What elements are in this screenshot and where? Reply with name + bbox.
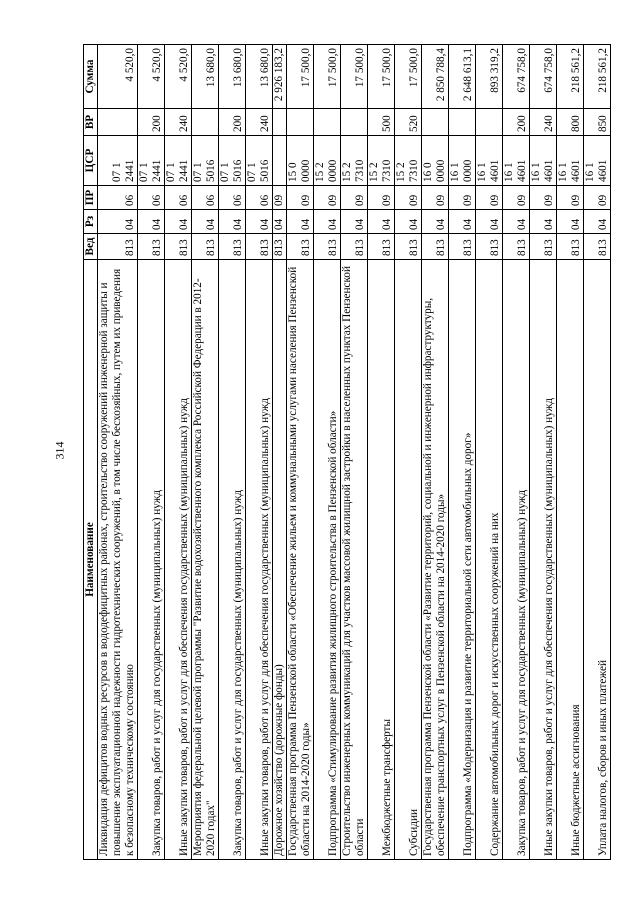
row-sum: 2 850 788,4 <box>422 45 449 109</box>
table-row <box>165 45 192 860</box>
row-csr: 16 1 4601 <box>584 136 611 186</box>
row-name: Иные бюджетные ассигнования <box>557 260 584 860</box>
row-vr <box>287 109 314 136</box>
table-row <box>584 45 611 860</box>
row-vr: 240 <box>165 109 192 136</box>
row-pr: 06 <box>165 186 192 210</box>
row-rz: 04 <box>287 210 314 234</box>
row-sum: 2 648 613,1 <box>449 45 476 109</box>
row-pr: 06 <box>192 186 219 210</box>
row-csr <box>273 136 287 186</box>
row-vr <box>192 109 219 136</box>
row-sum: 2 926 183,2 <box>273 45 287 109</box>
table-row <box>98 45 138 860</box>
row-name: Уплата налогов, сборов и иных платежей <box>584 260 611 860</box>
row-csr: 16 1 4601 <box>530 136 557 186</box>
row-pr: 09 <box>287 186 314 210</box>
row-ved: 813 <box>192 234 219 260</box>
row-pr: 09 <box>476 186 503 210</box>
row-ved: 813 <box>219 234 246 260</box>
table-row <box>273 45 287 860</box>
table-row <box>422 45 449 860</box>
row-vr: 240 <box>530 109 557 136</box>
row-ved: 813 <box>503 234 530 260</box>
row-ved: 813 <box>449 234 476 260</box>
row-vr: 200 <box>219 109 246 136</box>
header-rz: Рз <box>84 210 98 234</box>
rotated-table-container <box>83 45 628 860</box>
row-ved: 813 <box>395 234 422 260</box>
row-ved: 813 <box>530 234 557 260</box>
row-name: Закупка товаров, работ и услуг для государственных (муниципальных) нужд <box>503 260 530 860</box>
row-name: Дорожное хозяйство (дорожные фонды) <box>273 260 287 860</box>
row-csr: 07 1 5016 <box>192 136 219 186</box>
row-rz: 04 <box>557 210 584 234</box>
row-vr: 850 <box>584 109 611 136</box>
row-name: Межбюджетные трансферты <box>368 260 395 860</box>
row-sum: 17 500,0 <box>314 45 341 109</box>
table-row <box>395 45 422 860</box>
row-pr: 09 <box>422 186 449 210</box>
row-csr: 15 2 7310 <box>368 136 395 186</box>
row-pr: 09 <box>341 186 368 210</box>
row-csr: 15 0 0000 <box>287 136 314 186</box>
row-rz: 04 <box>138 210 165 234</box>
row-sum: 17 500,0 <box>368 45 395 109</box>
row-csr: 07 1 5016 <box>246 136 273 186</box>
row-csr: 15 2 7310 <box>395 136 422 186</box>
row-vr <box>273 109 287 136</box>
row-csr: 16 0 0000 <box>422 136 449 186</box>
table-row <box>219 45 246 860</box>
row-rz: 04 <box>219 210 246 234</box>
row-rz: 04 <box>584 210 611 234</box>
row-sum: 13 680,0 <box>192 45 219 109</box>
row-rz: 04 <box>449 210 476 234</box>
table-header-row <box>84 45 98 860</box>
row-pr: 06 <box>98 186 138 210</box>
row-sum: 4 520,0 <box>98 45 138 109</box>
row-sum: 674 758,0 <box>503 45 530 109</box>
row-rz: 04 <box>246 210 273 234</box>
row-name: Иные закупки товаров, работ и услуг для обеспечения государственных (муниципальных) нужд <box>530 260 557 860</box>
row-name: Подпрограмма «Модернизация и развитие территориальной сети автомобильных дорог» <box>449 260 476 860</box>
row-ved: 813 <box>246 234 273 260</box>
row-csr: 16 1 4601 <box>476 136 503 186</box>
row-sum: 13 680,0 <box>246 45 273 109</box>
row-ved: 813 <box>138 234 165 260</box>
row-pr: 09 <box>557 186 584 210</box>
table-row <box>368 45 395 860</box>
row-name: Подпрограмма «Стимулирование развития жилищного строительства в Пензенской области» <box>314 260 341 860</box>
row-rz: 04 <box>165 210 192 234</box>
row-sum: 218 561,2 <box>584 45 611 109</box>
header-csr: ЦСР <box>84 136 98 186</box>
row-ved: 813 <box>368 234 395 260</box>
row-sum: 13 680,0 <box>219 45 246 109</box>
row-name: Содержание автомобильных дорог и искусственных сооружений на них <box>476 260 503 860</box>
row-csr: 16 1 4601 <box>557 136 584 186</box>
row-csr: 16 1 0000 <box>449 136 476 186</box>
row-rz: 04 <box>422 210 449 234</box>
header-sum: Сумма <box>84 45 98 109</box>
row-pr: 09 <box>530 186 557 210</box>
row-pr: 09 <box>584 186 611 210</box>
table-row <box>138 45 165 860</box>
table-row <box>314 45 341 860</box>
row-name: Государственная программа Пензенской области «Развитие территорий, социальной и инженерной инфраструктуры, обеспечение транспортных услуг в Пензенской области на 2014-2020 годы» <box>422 260 449 860</box>
row-rz: 04 <box>476 210 503 234</box>
row-ved: 813 <box>287 234 314 260</box>
row-sum: 674 758,0 <box>530 45 557 109</box>
row-sum: 4 520,0 <box>165 45 192 109</box>
row-csr: 07 1 2441 <box>165 136 192 186</box>
row-vr <box>476 109 503 136</box>
row-ved: 813 <box>341 234 368 260</box>
row-name: Строительство инженерных коммуникаций для участков массовой жилищной застройки в населенных пунктах Пензенской области <box>341 260 368 860</box>
row-pr: 06 <box>138 186 165 210</box>
table-row <box>341 45 368 860</box>
row-name: Закупка товаров, работ и услуг для государственных (муниципальных) нужд <box>219 260 246 860</box>
row-csr: 15 2 7310 <box>341 136 368 186</box>
row-name: Ликвидация дефицитов водных ресурсов в вододефицитных районах, строительство сооружений инженерной защиты и повышение эксплуатационной надежности гидротехнических сооружений, в том числе бесхозяйных, путем их приведения к безопасному техническому состоянию <box>98 260 138 860</box>
row-sum: 17 500,0 <box>395 45 422 109</box>
row-csr: 07 1 2441 <box>138 136 165 186</box>
table-row <box>192 45 219 860</box>
row-ved: 813 <box>98 234 138 260</box>
row-csr: 16 1 4601 <box>503 136 530 186</box>
row-rz: 04 <box>314 210 341 234</box>
row-rz: 04 <box>503 210 530 234</box>
row-csr: 07 1 5016 <box>219 136 246 186</box>
row-pr: 09 <box>314 186 341 210</box>
row-rz: 04 <box>273 210 287 234</box>
row-pr: 09 <box>368 186 395 210</box>
row-rz: 04 <box>395 210 422 234</box>
row-ved: 813 <box>314 234 341 260</box>
row-vr <box>314 109 341 136</box>
row-ved: 813 <box>165 234 192 260</box>
table-row <box>287 45 314 860</box>
row-rz: 04 <box>530 210 557 234</box>
row-vr: 500 <box>368 109 395 136</box>
row-name: Государственная программа Пензенской области «Обеспечение жильем и коммунальными услугами населения Пензенской области на 2014-2020 годы» <box>287 260 314 860</box>
header-vr: ВР <box>84 109 98 136</box>
row-ved: 813 <box>476 234 503 260</box>
header-pr: ПР <box>84 186 98 210</box>
row-pr: 09 <box>503 186 530 210</box>
table-row <box>503 45 530 860</box>
row-rz: 04 <box>192 210 219 234</box>
row-vr: 200 <box>503 109 530 136</box>
table-row <box>246 45 273 860</box>
row-ved: 813 <box>273 234 287 260</box>
row-name: Субсидии <box>395 260 422 860</box>
row-vr: 240 <box>246 109 273 136</box>
row-name: Иные закупки товаров, работ и услуг для обеспечения государственных (муниципальных) нужд <box>165 260 192 860</box>
table-row <box>530 45 557 860</box>
row-vr <box>98 109 138 136</box>
row-ved: 813 <box>422 234 449 260</box>
row-csr: 15 2 0000 <box>314 136 341 186</box>
row-pr: 06 <box>219 186 246 210</box>
row-sum: 17 500,0 <box>341 45 368 109</box>
row-sum: 893 319,2 <box>476 45 503 109</box>
row-vr <box>449 109 476 136</box>
row-sum: 218 561,2 <box>557 45 584 109</box>
row-name: Иные закупки товаров, работ и услуг для обеспечения государственных (муниципальных) нужд <box>246 260 273 860</box>
row-vr <box>341 109 368 136</box>
row-ved: 813 <box>557 234 584 260</box>
row-vr: 800 <box>557 109 584 136</box>
row-pr: 06 <box>246 186 273 210</box>
row-pr: 09 <box>273 186 287 210</box>
row-ved: 813 <box>584 234 611 260</box>
header-ved: Вед <box>84 234 98 260</box>
row-vr: 520 <box>395 109 422 136</box>
row-name: Мероприятия федеральной целевой программы "Развитие водохозяйственного комплекса Российской Федерации в 2012-2020 годах" <box>192 260 219 860</box>
row-csr: 07 1 2441 <box>98 136 138 186</box>
page-number: 314 <box>52 441 67 460</box>
row-vr: 200 <box>138 109 165 136</box>
row-vr <box>422 109 449 136</box>
row-pr: 09 <box>395 186 422 210</box>
row-sum: 4 520,0 <box>138 45 165 109</box>
row-rz: 04 <box>98 210 138 234</box>
row-rz: 04 <box>368 210 395 234</box>
row-rz: 04 <box>341 210 368 234</box>
table-row <box>476 45 503 860</box>
budget-table <box>83 44 611 860</box>
row-pr: 09 <box>449 186 476 210</box>
row-name: Закупка товаров, работ и услуг для государственных (муниципальных) нужд <box>138 260 165 860</box>
table-row <box>557 45 584 860</box>
header-name: Наименование <box>84 260 98 860</box>
row-sum: 17 500,0 <box>287 45 314 109</box>
table-row <box>449 45 476 860</box>
